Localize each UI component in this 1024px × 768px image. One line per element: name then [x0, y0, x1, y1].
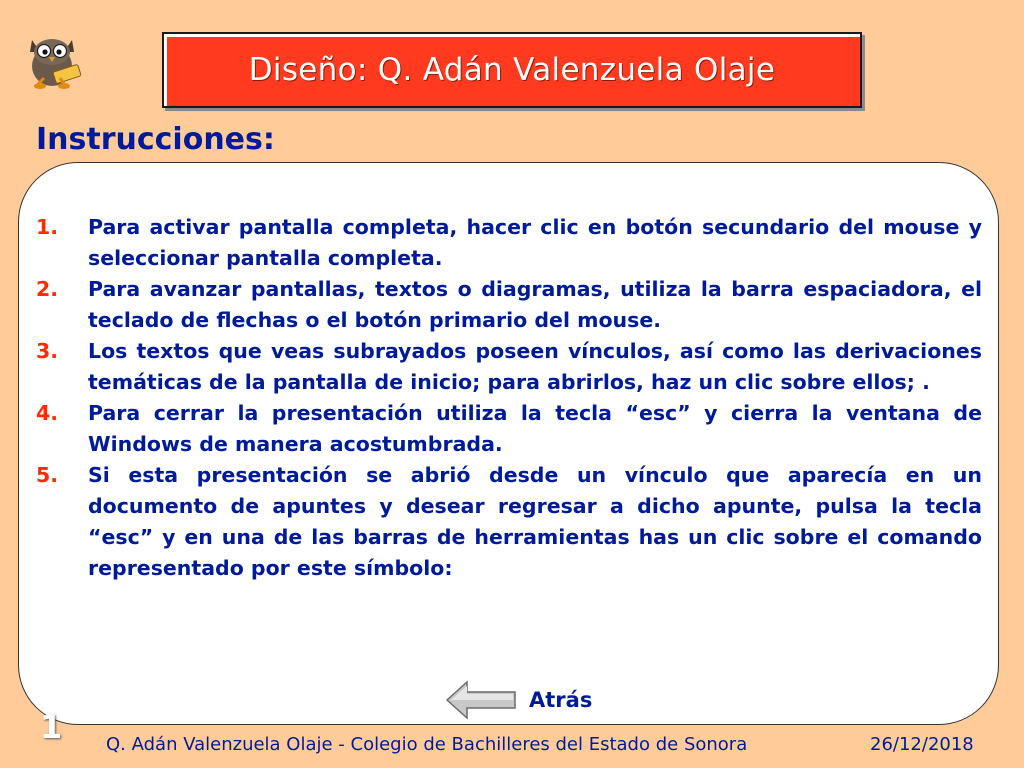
slide-number: 1	[40, 708, 63, 746]
owl-mascot-icon	[18, 22, 90, 94]
instructions-heading: Instrucciones:	[36, 122, 275, 157]
instruction-text: Los textos que veas subrayados poseen vínculos, así como las derivaciones temáticas de la pantalla de inicio; para abrirlos, haz un clic sobre ellos; .	[88, 339, 982, 394]
left-arrow-icon[interactable]	[445, 680, 517, 720]
instruction-item-1	[36, 212, 982, 274]
instruction-item-4	[36, 398, 982, 460]
footer-date: 26/12/2018	[870, 734, 974, 755]
instruction-text: Para activar pantalla completa, hacer clic en botón secundario del mouse y seleccionar pantalla completa.	[88, 215, 982, 270]
instruction-item-5	[36, 460, 982, 584]
instruction-number: 5.	[36, 463, 59, 487]
instruction-text: Si esta presentación se abrió desde un vínculo que aparecía en un documento de apuntes y desear regresar a dicho apunte, pulsa la tecla “esc” y en una de las barras de herramientas has un clic sobre el comando representado por este símbolo:	[88, 463, 982, 580]
back-button[interactable]	[445, 680, 625, 720]
instruction-number: 1.	[36, 215, 59, 239]
back-label[interactable]: Atrás	[529, 688, 593, 712]
instruction-number: 2.	[36, 277, 59, 301]
footer-credit: Q. Adán Valenzuela Olaje - Colegio de Bachilleres del Estado de Sonora	[106, 734, 748, 755]
instruction-text: Para avanzar pantallas, textos o diagramas, utiliza la barra espaciadora, el teclado de flechas o el botón primario del mouse.	[88, 277, 982, 332]
instruction-item-2	[36, 274, 982, 336]
instructions-list	[36, 212, 982, 584]
instruction-text: Para cerrar la presentación utiliza la tecla “esc” y cierra la ventana de Windows de manera acostumbrada.	[88, 401, 982, 456]
instruction-item-3	[36, 336, 982, 398]
instruction-number: 3.	[36, 339, 59, 363]
page-title: Diseño: Q. Adán Valenzuela Olaje	[248, 52, 776, 88]
title-banner	[162, 32, 862, 108]
instruction-number: 4.	[36, 401, 59, 425]
